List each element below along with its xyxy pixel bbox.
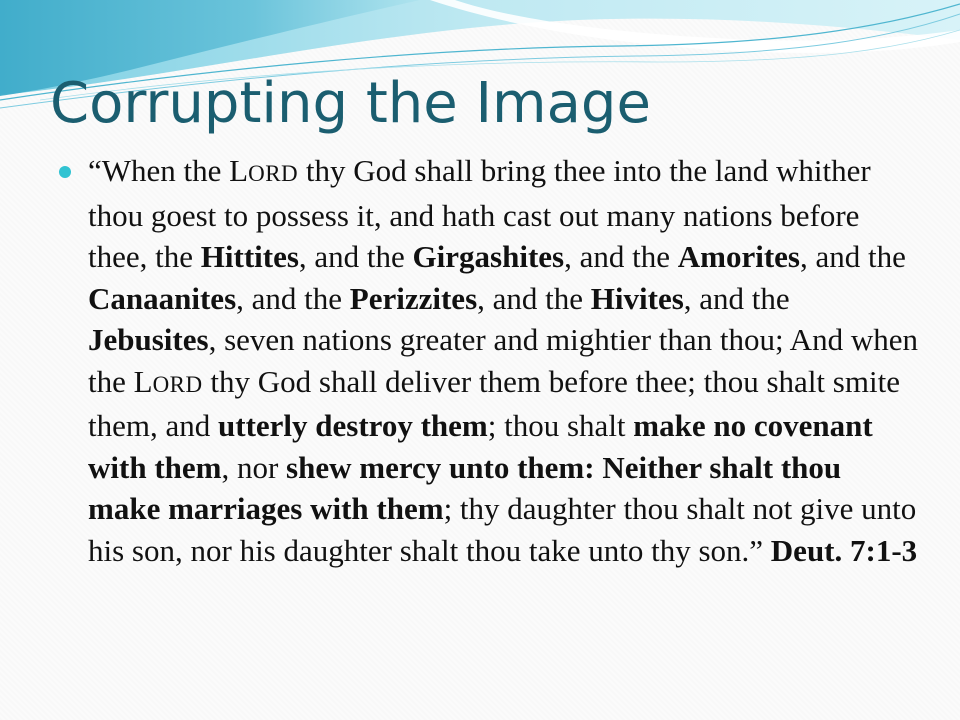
slide-body bbox=[58, 150, 918, 571]
emphasized-text: make no covenant with them bbox=[88, 408, 873, 485]
emphasized-text: Canaanites bbox=[88, 280, 237, 316]
emphasized-text: shew mercy unto them: Neither shalt thou make marriages with them bbox=[88, 449, 842, 526]
slide-title: Corrupting the Image bbox=[50, 71, 651, 136]
quote-text-segment: , seven nations greater and mightier than thou; And when the L bbox=[88, 322, 918, 399]
quote-text-segment: , and the bbox=[236, 280, 350, 316]
emphasized-text: Hivites bbox=[590, 280, 684, 316]
quote-text-segment: , and the bbox=[298, 239, 413, 274]
emphasized-text: Jebusites bbox=[88, 322, 209, 357]
quote-text-segment: ; thou shalt bbox=[487, 408, 634, 443]
quote-text-segment: , and the bbox=[564, 239, 678, 274]
emphasized-text: utterly destroy them bbox=[218, 408, 488, 443]
quote-text-segment: ORD bbox=[248, 161, 299, 186]
quote-text-segment: thy God shall deliver them before thee; thou shalt smite them, and bbox=[88, 363, 900, 443]
quote-text-segment: ; thy daughter thou shalt not give unto his son, nor his daughter shalt thou take unto thy son.” bbox=[88, 491, 917, 568]
quote-text-segment: , and the bbox=[477, 280, 591, 316]
quote-text-segment: , and the bbox=[799, 239, 906, 274]
quote-text-segment: “When the L bbox=[88, 153, 249, 188]
emphasized-text: Hittites bbox=[200, 239, 299, 274]
emphasized-text: Girgashites bbox=[412, 239, 565, 274]
bullet-dot-icon bbox=[59, 166, 71, 178]
quote-text-segment: thy God shall bring thee into the land whither thou goest to possess it, and hath cast out many nations before thee, the bbox=[88, 153, 871, 274]
quote-text-segment: ORD bbox=[152, 371, 203, 397]
emphasized-text: Deut. 7:1-3 bbox=[770, 532, 918, 568]
emphasized-text: Perizzites bbox=[349, 280, 478, 316]
emphasized-text: Amorites bbox=[677, 239, 800, 274]
bullet-item bbox=[58, 150, 918, 571]
quote-text-segment: , nor bbox=[221, 449, 287, 485]
scripture-quote bbox=[88, 150, 918, 571]
quote-text-segment: , and the bbox=[683, 280, 790, 316]
